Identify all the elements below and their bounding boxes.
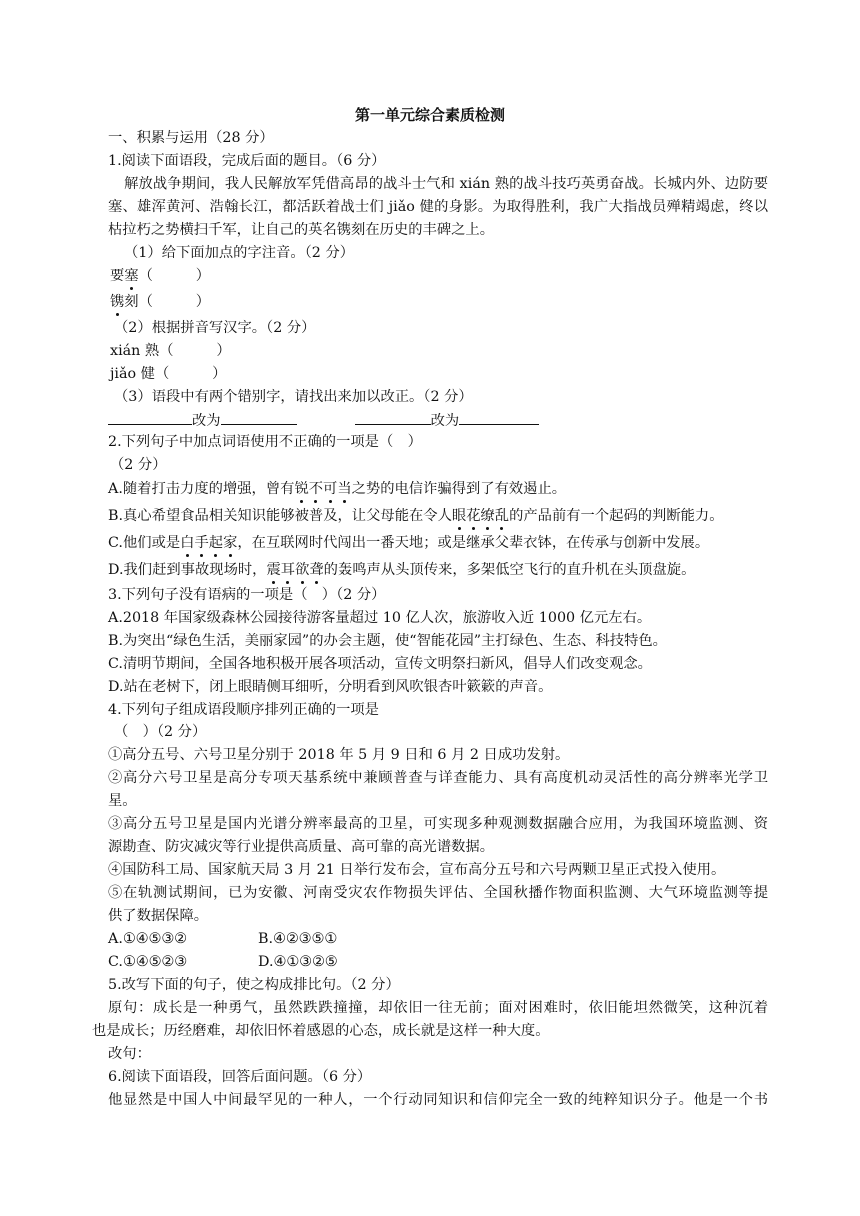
q4-sentence-1: ①高分五号、六号卫星分别于 2018 年 5 月 9 日和 6 月 2 日成功发射。: [108, 747, 570, 763]
q1-passage-line-2: 塞、雄浑黄河、浩翰长江，都活跃着战士们 jiǎo 健的身影。为取得胜利，我广大指战员殚精竭虑，终以: [108, 199, 768, 215]
q4-sentence-5-line-1: ⑤在轨测试期间，已为安徽、河南受灾农作物损失评估、全国秋播作物面积监测、大气环境监测等提: [108, 885, 768, 901]
dotted-char: 不: [308, 481, 324, 497]
dotted-word: [294, 481, 351, 497]
q2-score: （2 分）: [110, 457, 167, 473]
q4-option-b: B.④②③⑤①: [258, 931, 338, 947]
q3-option-a: A.2018 年国家级森林公园接待游客量超过 10 亿人次，旅游收入近 1000 亿元左右。: [108, 610, 652, 626]
q3-option-c: C.清明节期间，全国各地积极开展各项活动，宣传文明祭扫新风，倡导人们改变观念。: [108, 656, 652, 672]
q2-option-a: A.随着打击力度的增强，曾有锐不可当之势的电信诈骗得到了有效遏止。: [108, 481, 567, 497]
q4-sentence-2-line-2: 星。: [108, 793, 137, 809]
answer-blank[interactable]: [108, 410, 192, 425]
dotted-char: 当: [337, 481, 352, 497]
dotted-word: [266, 562, 323, 578]
q4-sentence-2-line-1: ②高分六号卫星是高分专项天基系统中兼顾普查与详查能力、具有高度机动灵活性的高分辨率光学卫: [108, 770, 768, 786]
q4-options-row-1: [108, 929, 768, 949]
q2-option-b: B.真心希望食品相关知识能够被普及，让父母能在令人眼花缭乱的产品前有一个起码的判断能力。: [108, 508, 724, 524]
answer-blank[interactable]: [459, 410, 539, 425]
answer-paren: （ ）: [138, 268, 211, 284]
q4-heading: 4.下列句子组成语段顺序排列正确的一项是: [108, 702, 379, 718]
answer-blank[interactable]: [221, 410, 297, 425]
answer-blank[interactable]: [355, 410, 431, 425]
q1-sub1-item-a: 要塞（ ）: [110, 268, 211, 284]
q2-option-c: C.他们或是白手起家，在互联网时代闯出一番天地；或是继承父辈衣钵，在传承与创新中发展。: [108, 535, 710, 551]
q3-option-d: D.站在老树下，闭上眼睛侧耳细听，分明看到风吹银杏叶簌簌的声音。: [108, 679, 553, 695]
q4-option-d: D.④①③②⑤: [258, 954, 338, 970]
q1-sub1-item-b: 镌刻（ ）: [110, 294, 211, 310]
dotted-char: 塞: [124, 268, 139, 284]
dotted-char: 锐: [294, 481, 309, 497]
dotted-char: 聋: [309, 562, 324, 578]
dotted-char: 手: [194, 535, 209, 551]
q4-sentence-3-line-2: 源勘查、防灾减灾等行业提供高质量、高可靠的高光谱数据。: [108, 839, 495, 855]
q1-sub2-heading: （2）根据拼音写汉字。（2 分）: [114, 320, 316, 336]
dotted-char: 欲: [295, 562, 310, 578]
q1-heading: 1.阅读下面语段，完成后面的题目。（6 分）: [108, 153, 386, 169]
q4-option-a: A.①④⑤③②: [108, 931, 187, 947]
dotted-char: 白: [180, 535, 195, 551]
dotted-char: 可: [323, 481, 338, 497]
q5-original-line-2: 也是成长；历经磨难，却依旧怀着感恩的心态，成长就是这样一种大度。: [92, 1023, 550, 1039]
q1-sub2-item-b: jiǎo 健（ ）: [110, 366, 227, 382]
q1-sub2-item-a: xián 熟（ ）: [110, 343, 231, 359]
q1-passage-line-3: 枯拉朽之势横扫千军，让自己的英名镌刻在历史的丰碑之上。: [108, 222, 495, 238]
dotted-char: 家: [223, 535, 238, 551]
q2-heading: 2.下列句子中加点词语使用不正确的一项是（ ）: [108, 434, 422, 450]
page-title: 第一单元综合素质检测: [354, 106, 505, 124]
dotted-word: [180, 535, 237, 551]
dotted-char: 花: [466, 508, 481, 524]
q5-heading: 5.改写下面的句子，使之构成排比句。（2 分）: [108, 977, 400, 993]
q4-sentence-3-line-1: ③高分五号卫星是国内光谱分辨率最高的卫星，可实现多种观测数据融合应用，为我国环境监测、资: [108, 816, 768, 832]
q4-option-c: C.①④⑤②③: [108, 954, 188, 970]
dotted-char: 乱: [494, 508, 510, 524]
q6-heading: 6.阅读下面语段，回答后面问题。（6 分）: [108, 1069, 372, 1085]
answer-paren: （ ）: [138, 294, 211, 310]
q2-option-d: D.我们赶到事故现场时，震耳欲聋的轰鸣声从头顶传来，多架低空飞行的直升机在头顶盘旋。: [108, 562, 696, 578]
q5-original-line-1: 原句：成长是一种勇气，虽然跌跌撞撞，却依旧一往无前；面对困难时，依旧能坦然微笑，这种沉着: [108, 1000, 768, 1016]
dotted-char: 缭: [480, 508, 495, 524]
section-heading: 一、积累与运用（28 分）: [108, 130, 274, 146]
q3-option-b: B.为突出“绿色生活，美丽家园”的办会主题，使“智能花园”主打绿色、生态、科技特色。: [108, 633, 667, 649]
q4-options-row-2: [108, 952, 768, 972]
dotted-char: 起: [208, 535, 224, 551]
q4-score: （ ）（2 分）: [114, 724, 207, 740]
dotted-char: 耳: [280, 562, 296, 578]
dotted-char: 镌: [110, 294, 125, 310]
q5-rewrite-label: 改句：: [108, 1046, 151, 1062]
q1-sub1-heading: （1）给下面加点的字注音。（2 分）: [124, 245, 355, 261]
q1-passage-line-1: 解放战争期间，我人民解放军凭借高昂的战斗士气和 xián 熟的战斗技巧英勇奋战。长城内外、边防要: [124, 176, 768, 192]
q4-sentence-5-line-2: 供了数据保障。: [108, 908, 209, 924]
q6-passage-line-1: 他显然是中国人中间最罕见的一种人，一个行动同知识和信仰完全一致的纯粹知识分子。他是一个书: [108, 1092, 768, 1108]
dotted-char: 震: [266, 562, 281, 578]
dotted-word: [452, 508, 509, 524]
q1-sub3-answer-row: 改为 改为: [108, 410, 768, 431]
q4-sentence-4: ④国防科工局、国家航天局 3 月 21 日举行发布会，宣布高分五号和六号两颗卫星正式投入使用。: [108, 862, 726, 878]
q3-heading: 3.下列句子没有语病的一项是（ ）（2 分）: [108, 587, 386, 603]
dotted-char: 眼: [451, 508, 467, 524]
q1-sub3-heading: （3）语段中有两个错别字，请找出来加以改正。（2 分）: [114, 389, 473, 405]
